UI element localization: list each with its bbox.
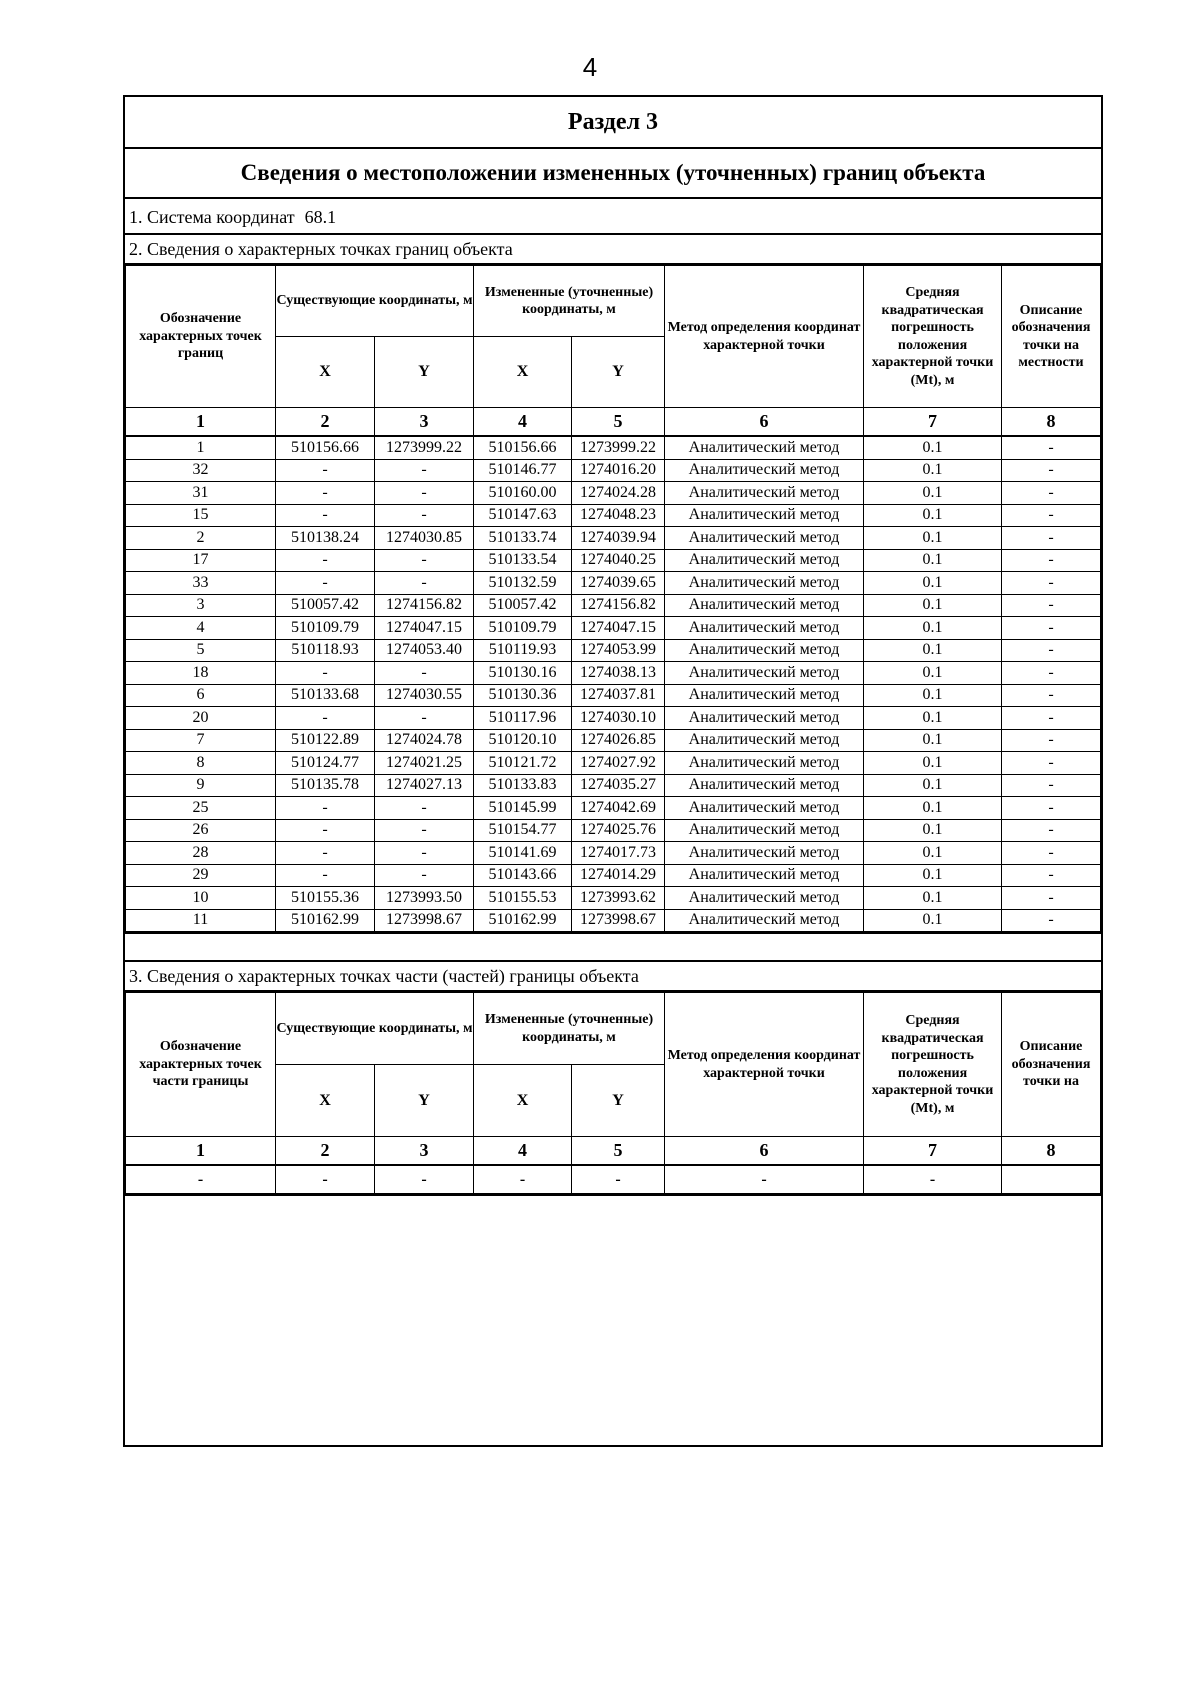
point-id-cell: 11 [126, 909, 276, 932]
existing-x-cell: 510156.66 [276, 436, 375, 459]
parts-column-number-row [126, 1137, 1101, 1166]
method-cell: Аналитический метод [665, 819, 864, 842]
changed-x-cell: 510119.93 [474, 639, 572, 662]
mean-error-cell: 0.1 [864, 572, 1002, 595]
parts-header-description: Описание обозначения точки на [1002, 993, 1101, 1137]
changed-y-cell: 1274039.65 [572, 572, 665, 595]
point-id-cell: 5 [126, 639, 276, 662]
existing-y-cell: - [375, 797, 474, 820]
existing-y-cell: 1274021.25 [375, 752, 474, 775]
existing-y-cell: - [375, 549, 474, 572]
parts-header-changed-coordinates: Измененные (уточненные) координаты, м [474, 993, 665, 1065]
table-row [126, 774, 1101, 797]
parts-header-changed-x: X [474, 1065, 572, 1137]
method-cell: Аналитический метод [665, 459, 864, 482]
coordinate-system-value: 68.1 [304, 207, 337, 227]
mean-error-cell: 0.1 [864, 594, 1002, 617]
description-cell: - [1002, 572, 1101, 595]
description-cell: - [1002, 617, 1101, 640]
table-row [126, 572, 1101, 595]
mean-error-cell: 0.1 [864, 729, 1002, 752]
mean-error-cell: 0.1 [864, 842, 1002, 865]
column-number: 8 [1002, 408, 1101, 437]
header-changed-x: X [474, 337, 572, 408]
header-existing-x: X [276, 337, 375, 408]
column-number: 7 [864, 408, 1002, 437]
changed-y-cell: 1273999.22 [572, 436, 665, 459]
boundary-points-body [126, 436, 1101, 932]
point-id-cell: 8 [126, 752, 276, 775]
mean-error-cell: 0.1 [864, 549, 1002, 572]
changed-x-cell: 510109.79 [474, 617, 572, 640]
mean-error-cell: 0.1 [864, 436, 1002, 459]
header-mean-error: Средняя квадратическая погрешность положения характерной точки (Mt), м [864, 266, 1002, 408]
description-cell: - [1002, 752, 1101, 775]
column-number: 8 [1002, 1137, 1101, 1166]
column-number: 5 [572, 408, 665, 437]
existing-x-cell: - [276, 1165, 375, 1194]
changed-y-cell: 1274038.13 [572, 662, 665, 685]
mean-error-cell: 0.1 [864, 864, 1002, 887]
table-row [126, 549, 1101, 572]
mean-error-cell: 0.1 [864, 617, 1002, 640]
mean-error-cell: 0.1 [864, 887, 1002, 910]
point-id-cell: 10 [126, 887, 276, 910]
existing-x-cell: 510135.78 [276, 774, 375, 797]
section-title: Раздел 3 [125, 97, 1101, 149]
existing-y-cell: 1273998.67 [375, 909, 474, 932]
mean-error-cell: 0.1 [864, 909, 1002, 932]
method-cell: Аналитический метод [665, 504, 864, 527]
method-cell: Аналитический метод [665, 774, 864, 797]
method-cell: Аналитический метод [665, 752, 864, 775]
existing-x-cell: - [276, 797, 375, 820]
column-number-row [126, 408, 1101, 437]
changed-y-cell: 1274025.76 [572, 819, 665, 842]
existing-y-cell: - [375, 504, 474, 527]
changed-x-cell: 510162.99 [474, 909, 572, 932]
description-cell: - [1002, 549, 1101, 572]
column-number: 7 [864, 1137, 1002, 1166]
parts-header-changed-y: Y [572, 1065, 665, 1137]
table-row [126, 729, 1101, 752]
blank-area [125, 1194, 1101, 1452]
method-cell: Аналитический метод [665, 594, 864, 617]
description-cell: - [1002, 639, 1101, 662]
points-heading: 2. Сведения о характерных точках границ объекта [125, 235, 1101, 265]
existing-y-cell: 1274156.82 [375, 594, 474, 617]
mean-error-cell: 0.1 [864, 504, 1002, 527]
changed-y-cell: 1274035.27 [572, 774, 665, 797]
mean-error-cell: 0.1 [864, 819, 1002, 842]
point-id-cell: 20 [126, 707, 276, 730]
method-cell: Аналитический метод [665, 909, 864, 932]
point-id-cell: 17 [126, 549, 276, 572]
existing-x-cell: - [276, 482, 375, 505]
method-cell: Аналитический метод [665, 887, 864, 910]
method-cell: Аналитический метод [665, 549, 864, 572]
existing-x-cell: 510162.99 [276, 909, 375, 932]
changed-y-cell: 1274042.69 [572, 797, 665, 820]
parts-header-mean-error: Средняя квадратическая погрешность положения характерной точки (Mt), м [864, 993, 1002, 1137]
changed-x-cell: 510121.72 [474, 752, 572, 775]
method-cell: Аналитический метод [665, 436, 864, 459]
existing-x-cell: 510155.36 [276, 887, 375, 910]
changed-x-cell: 510117.96 [474, 707, 572, 730]
changed-x-cell: 510130.36 [474, 684, 572, 707]
changed-x-cell: 510145.99 [474, 797, 572, 820]
page-number: 4 [582, 52, 598, 82]
existing-y-cell: - [375, 864, 474, 887]
table-row [126, 594, 1101, 617]
table-row [126, 684, 1101, 707]
method-cell: Аналитический метод [665, 797, 864, 820]
description-cell: - [1002, 482, 1101, 505]
description-cell: - [1002, 459, 1101, 482]
existing-x-cell: 510118.93 [276, 639, 375, 662]
method-cell: Аналитический метод [665, 684, 864, 707]
existing-y-cell: 1273993.50 [375, 887, 474, 910]
description-cell: - [1002, 662, 1101, 685]
existing-x-cell: - [276, 819, 375, 842]
existing-x-cell: 510124.77 [276, 752, 375, 775]
column-number: 6 [665, 408, 864, 437]
existing-y-cell: - [375, 572, 474, 595]
column-number: 6 [665, 1137, 864, 1166]
existing-x-cell: - [276, 504, 375, 527]
table-row [126, 707, 1101, 730]
column-number: 4 [474, 1137, 572, 1166]
existing-y-cell: 1274030.85 [375, 527, 474, 550]
column-number: 3 [375, 408, 474, 437]
changed-y-cell: 1274014.29 [572, 864, 665, 887]
point-id-cell: 25 [126, 797, 276, 820]
header-changed-y: Y [572, 337, 665, 408]
method-cell: Аналитический метод [665, 482, 864, 505]
parts-header-method: Метод определения координат характерной точки [665, 993, 864, 1137]
boundary-points-table [125, 265, 1101, 932]
point-id-cell: 4 [126, 617, 276, 640]
table-row [126, 909, 1101, 932]
section-subtitle: Сведения о местоположении измененных (уточненных) границ объекта [125, 149, 1101, 199]
header-existing-y: Y [375, 337, 474, 408]
existing-y-cell: - [375, 482, 474, 505]
description-cell: - [1002, 864, 1101, 887]
changed-y-cell: 1274030.10 [572, 707, 665, 730]
table-row [126, 797, 1101, 820]
existing-y-cell: - [375, 842, 474, 865]
method-cell: Аналитический метод [665, 572, 864, 595]
existing-x-cell: - [276, 549, 375, 572]
mean-error-cell: 0.1 [864, 707, 1002, 730]
point-id-cell: 1 [126, 436, 276, 459]
method-cell: Аналитический метод [665, 707, 864, 730]
form-frame [123, 95, 1103, 1447]
table-row [126, 887, 1101, 910]
table-row [126, 482, 1101, 505]
table-row [126, 662, 1101, 685]
changed-x-cell: 510160.00 [474, 482, 572, 505]
changed-x-cell: 510133.54 [474, 549, 572, 572]
description-cell: - [1002, 527, 1101, 550]
description-cell: - [1002, 684, 1101, 707]
point-id-cell: 2 [126, 527, 276, 550]
existing-x-cell: 510057.42 [276, 594, 375, 617]
existing-x-cell: - [276, 864, 375, 887]
method-cell: - [665, 1165, 864, 1194]
existing-y-cell: 1274047.15 [375, 617, 474, 640]
changed-x-cell: 510133.74 [474, 527, 572, 550]
column-number: 1 [126, 408, 276, 437]
changed-y-cell: 1273998.67 [572, 909, 665, 932]
point-id-cell: 29 [126, 864, 276, 887]
header-description: Описание обозначения точки на местности [1002, 266, 1101, 408]
coordinate-system-label: 1. Система координат [129, 207, 295, 227]
column-number: 1 [126, 1137, 276, 1166]
table-row [126, 639, 1101, 662]
changed-x-cell: 510120.10 [474, 729, 572, 752]
method-cell: Аналитический метод [665, 527, 864, 550]
point-id-cell: 15 [126, 504, 276, 527]
header-designation: Обозначение характерных точек границ [126, 266, 276, 408]
table-row [126, 527, 1101, 550]
header-changed-coordinates: Измененные (уточненные) координаты, м [474, 266, 665, 337]
method-cell: Аналитический метод [665, 864, 864, 887]
spacer-row [125, 932, 1101, 962]
changed-x-cell: 510146.77 [474, 459, 572, 482]
mean-error-cell: 0.1 [864, 639, 1002, 662]
changed-y-cell: - [572, 1165, 665, 1194]
changed-y-cell: 1274040.25 [572, 549, 665, 572]
mean-error-cell: 0.1 [864, 662, 1002, 685]
changed-x-cell: 510156.66 [474, 436, 572, 459]
changed-y-cell: 1274027.92 [572, 752, 665, 775]
mean-error-cell: 0.1 [864, 797, 1002, 820]
mean-error-cell: 0.1 [864, 459, 1002, 482]
table-row [126, 459, 1101, 482]
method-cell: Аналитический метод [665, 842, 864, 865]
description-cell: - [1002, 887, 1101, 910]
point-id-cell: 9 [126, 774, 276, 797]
existing-y-cell: - [375, 459, 474, 482]
point-id-cell: 32 [126, 459, 276, 482]
changed-x-cell: 510143.66 [474, 864, 572, 887]
header-method: Метод определения координат характерной точки [665, 266, 864, 408]
table-row [126, 752, 1101, 775]
changed-y-cell: 1274037.81 [572, 684, 665, 707]
column-number: 5 [572, 1137, 665, 1166]
changed-y-cell: 1274039.94 [572, 527, 665, 550]
description-cell: - [1002, 774, 1101, 797]
changed-x-cell: - [474, 1165, 572, 1194]
table-row [126, 842, 1101, 865]
changed-x-cell: 510132.59 [474, 572, 572, 595]
changed-x-cell: 510154.77 [474, 819, 572, 842]
point-id-cell: 26 [126, 819, 276, 842]
existing-x-cell: 510133.68 [276, 684, 375, 707]
method-cell: Аналитический метод [665, 662, 864, 685]
description-cell: - [1002, 819, 1101, 842]
existing-x-cell: 510138.24 [276, 527, 375, 550]
table-row [126, 617, 1101, 640]
parts-heading: 3. Сведения о характерных точках части (частей) границы объекта [125, 962, 1101, 992]
table-row [126, 504, 1101, 527]
table-row [126, 864, 1101, 887]
description-cell: - [1002, 707, 1101, 730]
existing-y-cell: 1274053.40 [375, 639, 474, 662]
mean-error-cell: 0.1 [864, 684, 1002, 707]
mean-error-cell: 0.1 [864, 482, 1002, 505]
coordinate-system-line [125, 199, 1101, 235]
table-row [126, 1165, 1101, 1194]
changed-x-cell: 510057.42 [474, 594, 572, 617]
column-number: 2 [276, 408, 375, 437]
existing-y-cell: - [375, 819, 474, 842]
changed-y-cell: 1274156.82 [572, 594, 665, 617]
description-cell: - [1002, 729, 1101, 752]
changed-y-cell: 1274024.28 [572, 482, 665, 505]
changed-y-cell: 1274017.73 [572, 842, 665, 865]
changed-x-cell: 510147.63 [474, 504, 572, 527]
method-cell: Аналитический метод [665, 617, 864, 640]
column-number: 3 [375, 1137, 474, 1166]
changed-x-cell: 510141.69 [474, 842, 572, 865]
point-id-cell: 3 [126, 594, 276, 617]
changed-y-cell: 1274048.23 [572, 504, 665, 527]
description-cell [1002, 1165, 1101, 1194]
point-id-cell: 7 [126, 729, 276, 752]
existing-x-cell: - [276, 572, 375, 595]
table-row [126, 819, 1101, 842]
existing-x-cell: - [276, 842, 375, 865]
parts-header-designation: Обозначение характерных точек части границы [126, 993, 276, 1137]
point-id-cell: 18 [126, 662, 276, 685]
changed-y-cell: 1274047.15 [572, 617, 665, 640]
existing-y-cell: - [375, 707, 474, 730]
point-id-cell: - [126, 1165, 276, 1194]
point-id-cell: 6 [126, 684, 276, 707]
part-points-table [125, 992, 1101, 1194]
header-existing-coordinates: Существующие координаты, м [276, 266, 474, 337]
description-cell: - [1002, 594, 1101, 617]
method-cell: Аналитический метод [665, 639, 864, 662]
mean-error-cell: 0.1 [864, 527, 1002, 550]
description-cell: - [1002, 909, 1101, 932]
changed-y-cell: 1273993.62 [572, 887, 665, 910]
parts-header-existing-x: X [276, 1065, 375, 1137]
parts-header-existing-coordinates: Существующие координаты, м [276, 993, 474, 1065]
existing-y-cell: 1274030.55 [375, 684, 474, 707]
mean-error-cell: - [864, 1165, 1002, 1194]
description-cell: - [1002, 797, 1101, 820]
existing-x-cell: 510122.89 [276, 729, 375, 752]
changed-y-cell: 1274016.20 [572, 459, 665, 482]
description-cell: - [1002, 842, 1101, 865]
column-number: 4 [474, 408, 572, 437]
column-number: 2 [276, 1137, 375, 1166]
part-points-body [126, 1165, 1101, 1194]
existing-y-cell: - [375, 1165, 474, 1194]
parts-header-existing-y: Y [375, 1065, 474, 1137]
mean-error-cell: 0.1 [864, 774, 1002, 797]
existing-y-cell: 1274024.78 [375, 729, 474, 752]
table-row [126, 436, 1101, 459]
existing-y-cell: 1273999.22 [375, 436, 474, 459]
method-cell: Аналитический метод [665, 729, 864, 752]
existing-x-cell: - [276, 707, 375, 730]
point-id-cell: 28 [126, 842, 276, 865]
existing-x-cell: 510109.79 [276, 617, 375, 640]
existing-x-cell: - [276, 662, 375, 685]
description-cell: - [1002, 436, 1101, 459]
changed-x-cell: 510133.83 [474, 774, 572, 797]
point-id-cell: 31 [126, 482, 276, 505]
changed-x-cell: 510130.16 [474, 662, 572, 685]
existing-y-cell: 1274027.13 [375, 774, 474, 797]
existing-x-cell: - [276, 459, 375, 482]
mean-error-cell: 0.1 [864, 752, 1002, 775]
changed-y-cell: 1274026.85 [572, 729, 665, 752]
changed-x-cell: 510155.53 [474, 887, 572, 910]
changed-y-cell: 1274053.99 [572, 639, 665, 662]
existing-y-cell: - [375, 662, 474, 685]
description-cell: - [1002, 504, 1101, 527]
point-id-cell: 33 [126, 572, 276, 595]
